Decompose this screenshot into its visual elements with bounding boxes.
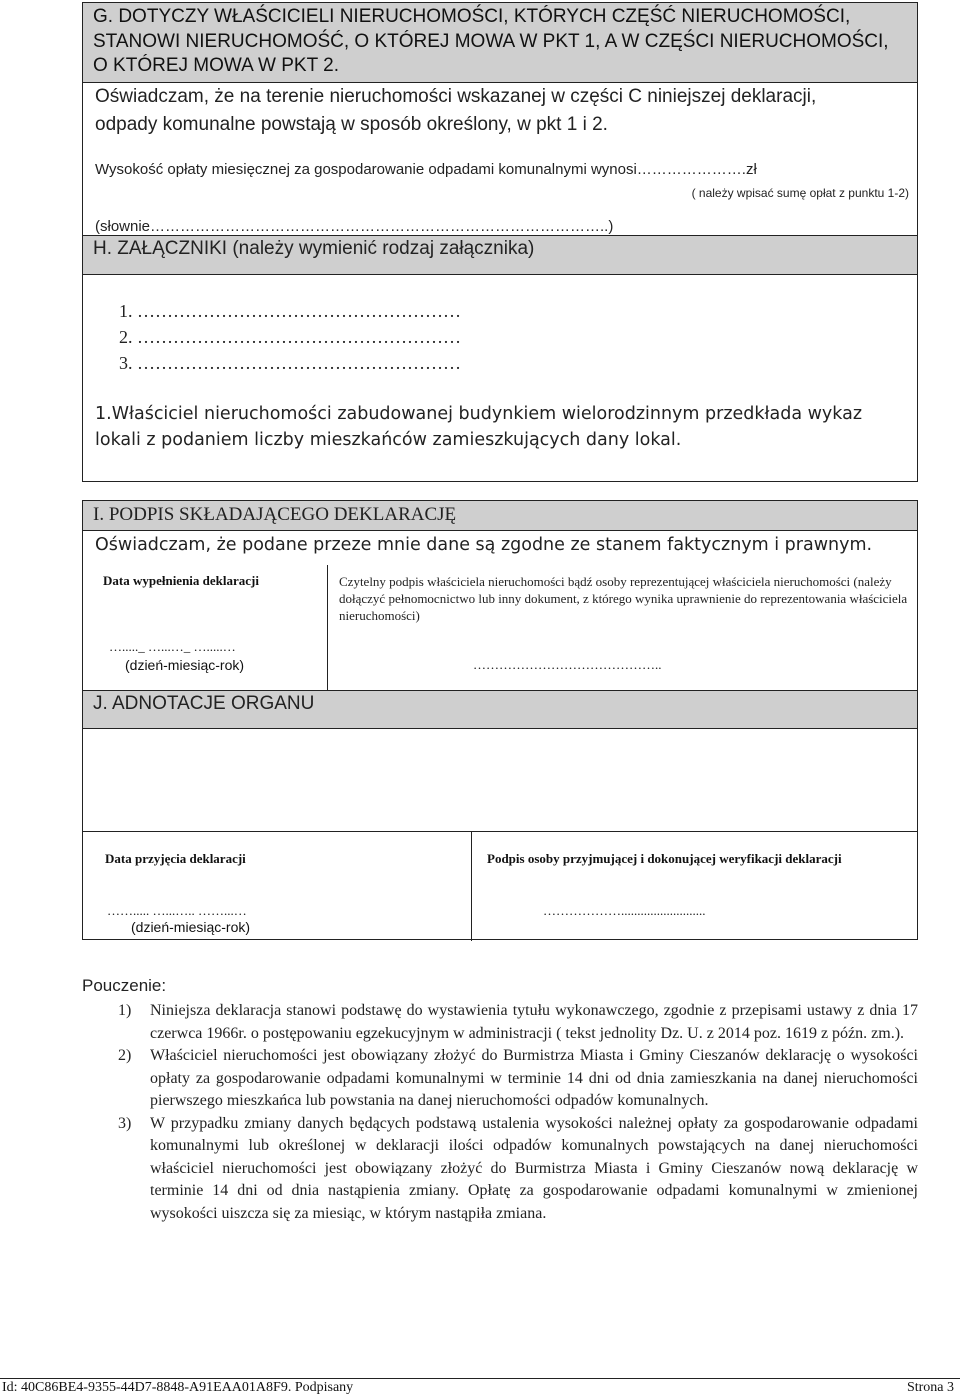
declaration-line-2: odpady komunalne powstają w sposób określony, w pkt 1 i 2. — [95, 114, 608, 135]
list-item-text: Niniejsza deklaracja stanowi podstawę do wystawienia tytułu wykonawczego, zgodnie z przepisami ustawy z dnia 17 czerwca 1966r. o postępowaniu egzekucyjnym w administracji ( tekst jednolity Dz. U. z 2014 poz. 1619 z późn. zm.). — [150, 1002, 918, 1042]
acceptance-date-label: Data przyjęcia deklaracji — [105, 851, 246, 866]
date-format-hint: (dzień-miesiąc-rok) — [125, 657, 245, 673]
section-j-heading: J. ADNOTACJE ORGANU — [83, 691, 917, 729]
fee-hint: ( należy wpisać sumę opłat z punktu 1-2) — [691, 186, 909, 200]
list-item — [82, 1000, 918, 1045]
list-item — [82, 1113, 918, 1226]
instructions — [82, 976, 918, 1225]
section-h-heading: H. ZAŁĄCZNIKI (należy wymienić rodzaj załącznika) — [83, 235, 917, 275]
section-g-declaration — [95, 83, 816, 139]
verifier-signature-label: Podpis osoby przyjmującej i dokonującej weryfikacji deklaracji — [487, 851, 842, 866]
acceptance-date-field[interactable]: ……..... …...….. ……...… — [107, 903, 247, 918]
list-item-number: 3) — [118, 1114, 132, 1132]
list-item-number: 1) — [118, 1002, 132, 1019]
note-line-2: lokali z podaniem liczby mieszkańców zamieszkujących dany lokal. — [95, 430, 682, 450]
section-i-declaration: Oświadczam, że podane przeze mnie dane są zgodne ze stanem faktycznym i prawnym. — [95, 535, 873, 555]
filling-date-field[interactable]: …....._ …...…_ ….....… — [109, 639, 236, 654]
footer-divider — [0, 1378, 960, 1379]
section-g — [82, 2, 918, 482]
list-item — [82, 1045, 918, 1113]
signature-label: Czytelny podpis właściciela nieruchomości bądź osoby reprezentującej właściciela nieruchomości (należy dołączyć pełnomocnictwo lub inny dokument, z którego wynika uprawnienie do reprezentowania właściciela nieruchomości) — [339, 574, 908, 623]
declaration-line-1: Oświadczam, że na terenie nieruchomości wskazanej w części C niniejszej deklaracji, — [95, 86, 817, 107]
document-id: Id: 40C86BE4-9355-44D7-8848-A91EAA01A8F9. Podpisany — [2, 1380, 354, 1395]
filling-date-label: Data wypełnienia deklaracji — [103, 573, 259, 588]
attachment-1-field[interactable]: 1. ……………………………………………… — [119, 301, 461, 321]
date-format-hint: (dzień-miesiąc-rok) — [131, 919, 251, 935]
section-g-heading: G. DOTYCZY WŁAŚCICIELI NIERUCHOMOŚCI, KTÓRYCH CZĘŚĆ NIERUCHOMOŚCI, STANOWI NIERUCHOMOŚĆ, O KTÓREJ MOWA W PKT 1, A W CZĘŚCI NIERUCHOMOŚCI, O KTÓREJ MOWA W PKT 2. — [83, 3, 917, 83]
section-h-note — [95, 401, 862, 453]
divider — [471, 831, 472, 941]
fee-in-words-field[interactable]: (słownie………………………………………………………………………………..) — [95, 218, 614, 235]
attachment-3-field[interactable]: 3. ……………………………………………… — [119, 353, 461, 373]
section-j — [82, 690, 918, 940]
signature-field[interactable]: …………………………………….. — [473, 657, 662, 672]
note-line-1: 1.Właściciel nieruchomości zabudowanej budynkiem wielorodzinnym przedkłada wykaz — [95, 404, 863, 424]
list-item-text: Właściciel nieruchomości jest obowiązany złożyć do Burmistrza Miasta i Gminy Cieszanów deklarację o wysokości opłaty za gospodarowanie odpadami komunalnymi w terminie 14 dni od dnia zamieszkania na danej nieruchomości pierwszego mieszkańca lub powstania na danej nieruchomości odpadów komunalnych. — [150, 1047, 918, 1109]
fee-amount-field[interactable]: Wysokość opłaty miesięcznej za gospodarowanie odpadami komunalnymi wynosi………………….zł — [95, 161, 757, 178]
attachment-2-field[interactable]: 2. ……………………………………………… — [119, 327, 461, 347]
page-number: Strona 3 — [906, 1380, 954, 1395]
verifier-signature-field[interactable]: ……………….......................... — [543, 903, 706, 918]
section-i-heading: I. PODPIS SKŁADAJĄCEGO DEKLARACJĘ — [83, 501, 917, 531]
list-item-number: 2) — [118, 1047, 132, 1064]
section-i — [82, 500, 918, 690]
divider — [327, 565, 328, 691]
divider — [83, 831, 917, 832]
list-item-text: W przypadku zmiany danych będących podstawą ustalenia wysokości należnej opłaty za gospodarowanie odpadami komunalnymi lub określonej w deklaracji ilości odpadów komunalnych powstających na danej nieruchomości właściciel nieruchomości jest obowiązany złożyć do Burmistrza Miasta i Gminy Cieszanów nową deklarację w terminie 14 dni od dnia nastąpienia zmiany. Opłatę za gospodarowanie odpadami komunalnymi w zmienionej wysokości uiszcza się za miesiąc, w którym nastąpiła zmiana. — [150, 1114, 918, 1222]
instructions-title: Pouczenie: — [82, 976, 167, 995]
